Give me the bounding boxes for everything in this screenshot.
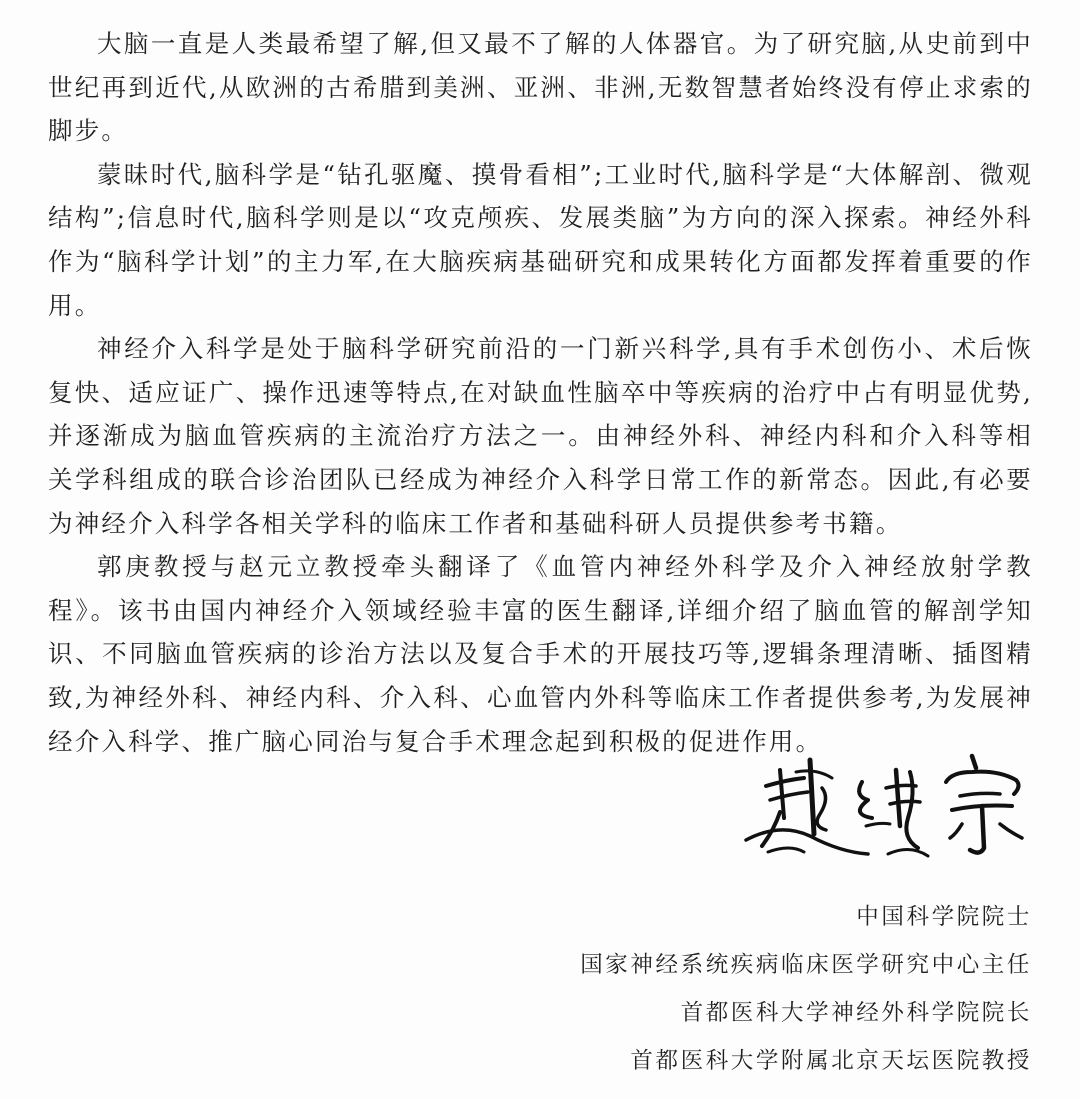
title-neurosurgery-college-dean: 首都医科大学神经外科学院院长: [680, 1000, 1032, 1026]
handwritten-signature: [740, 748, 1030, 878]
signatory-titles: [580, 893, 1032, 1085]
preface-body: [48, 22, 1033, 763]
title-tiantan-hospital-professor: 首都医科大学附属北京天坛医院教授: [630, 1048, 1032, 1074]
paragraph-4: 郭庚教授与赵元立教授牵头翻译了《血管内神经外科学及介入神经放射学教程》。该书由国内神经介入领域经验丰富的医生翻译,详细介绍了脑血管的解剖学知识、不同脑血管疾病的诊治方法以及复合手术的开展技巧等,逻辑条理清晰、插图精致,为神经外科、神经内科、介入科、心血管内外科等临床工作者提供参考,为发展神经介入科学、推广脑心同治与复合手术理念起到积极的促进作用。: [48, 552, 1033, 756]
paragraph-3: 神经介入科学是处于脑科学研究前沿的一门新兴科学,具有手术创伤小、术后恢复快、适应证广、操作迅速等特点,在对缺血性脑卒中等疾病的治疗中占有明显优势,并逐渐成为脑血管疾病的主流治疗方法之一。由神经外科、神经内科和介入科等相关学科组成的联合诊治团队已经成为神经介入科学日常工作的新常态。因此,有必要为神经介入科学各相关学科的临床工作者和基础科研人员提供参考书籍。: [48, 334, 1033, 538]
paragraph-2: 蒙昧时代,脑科学是“钻孔驱魔、摸骨看相”;工业时代,脑科学是“大体解剖、微观结构”;信息时代,脑科学则是以“攻克颅疾、发展类脑”为方向的深入探索。神经外科作为“脑科学计划”的主力军,在大脑疾病基础研究和成果转化方面都发挥着重要的作用。: [48, 159, 1033, 320]
title-research-center-director: 国家神经系统疾病临床医学研究中心主任: [580, 952, 1032, 978]
title-academician: 中国科学院院士: [856, 904, 1032, 930]
paragraph-1: 大脑一直是人类最希望了解,但又最不了解的人体器官。为了研究脑,从史前到中世纪再到近代,从欧洲的古希腊到美洲、亚洲、非洲,无数智慧者始终没有停止求索的脚步。: [48, 29, 1033, 146]
